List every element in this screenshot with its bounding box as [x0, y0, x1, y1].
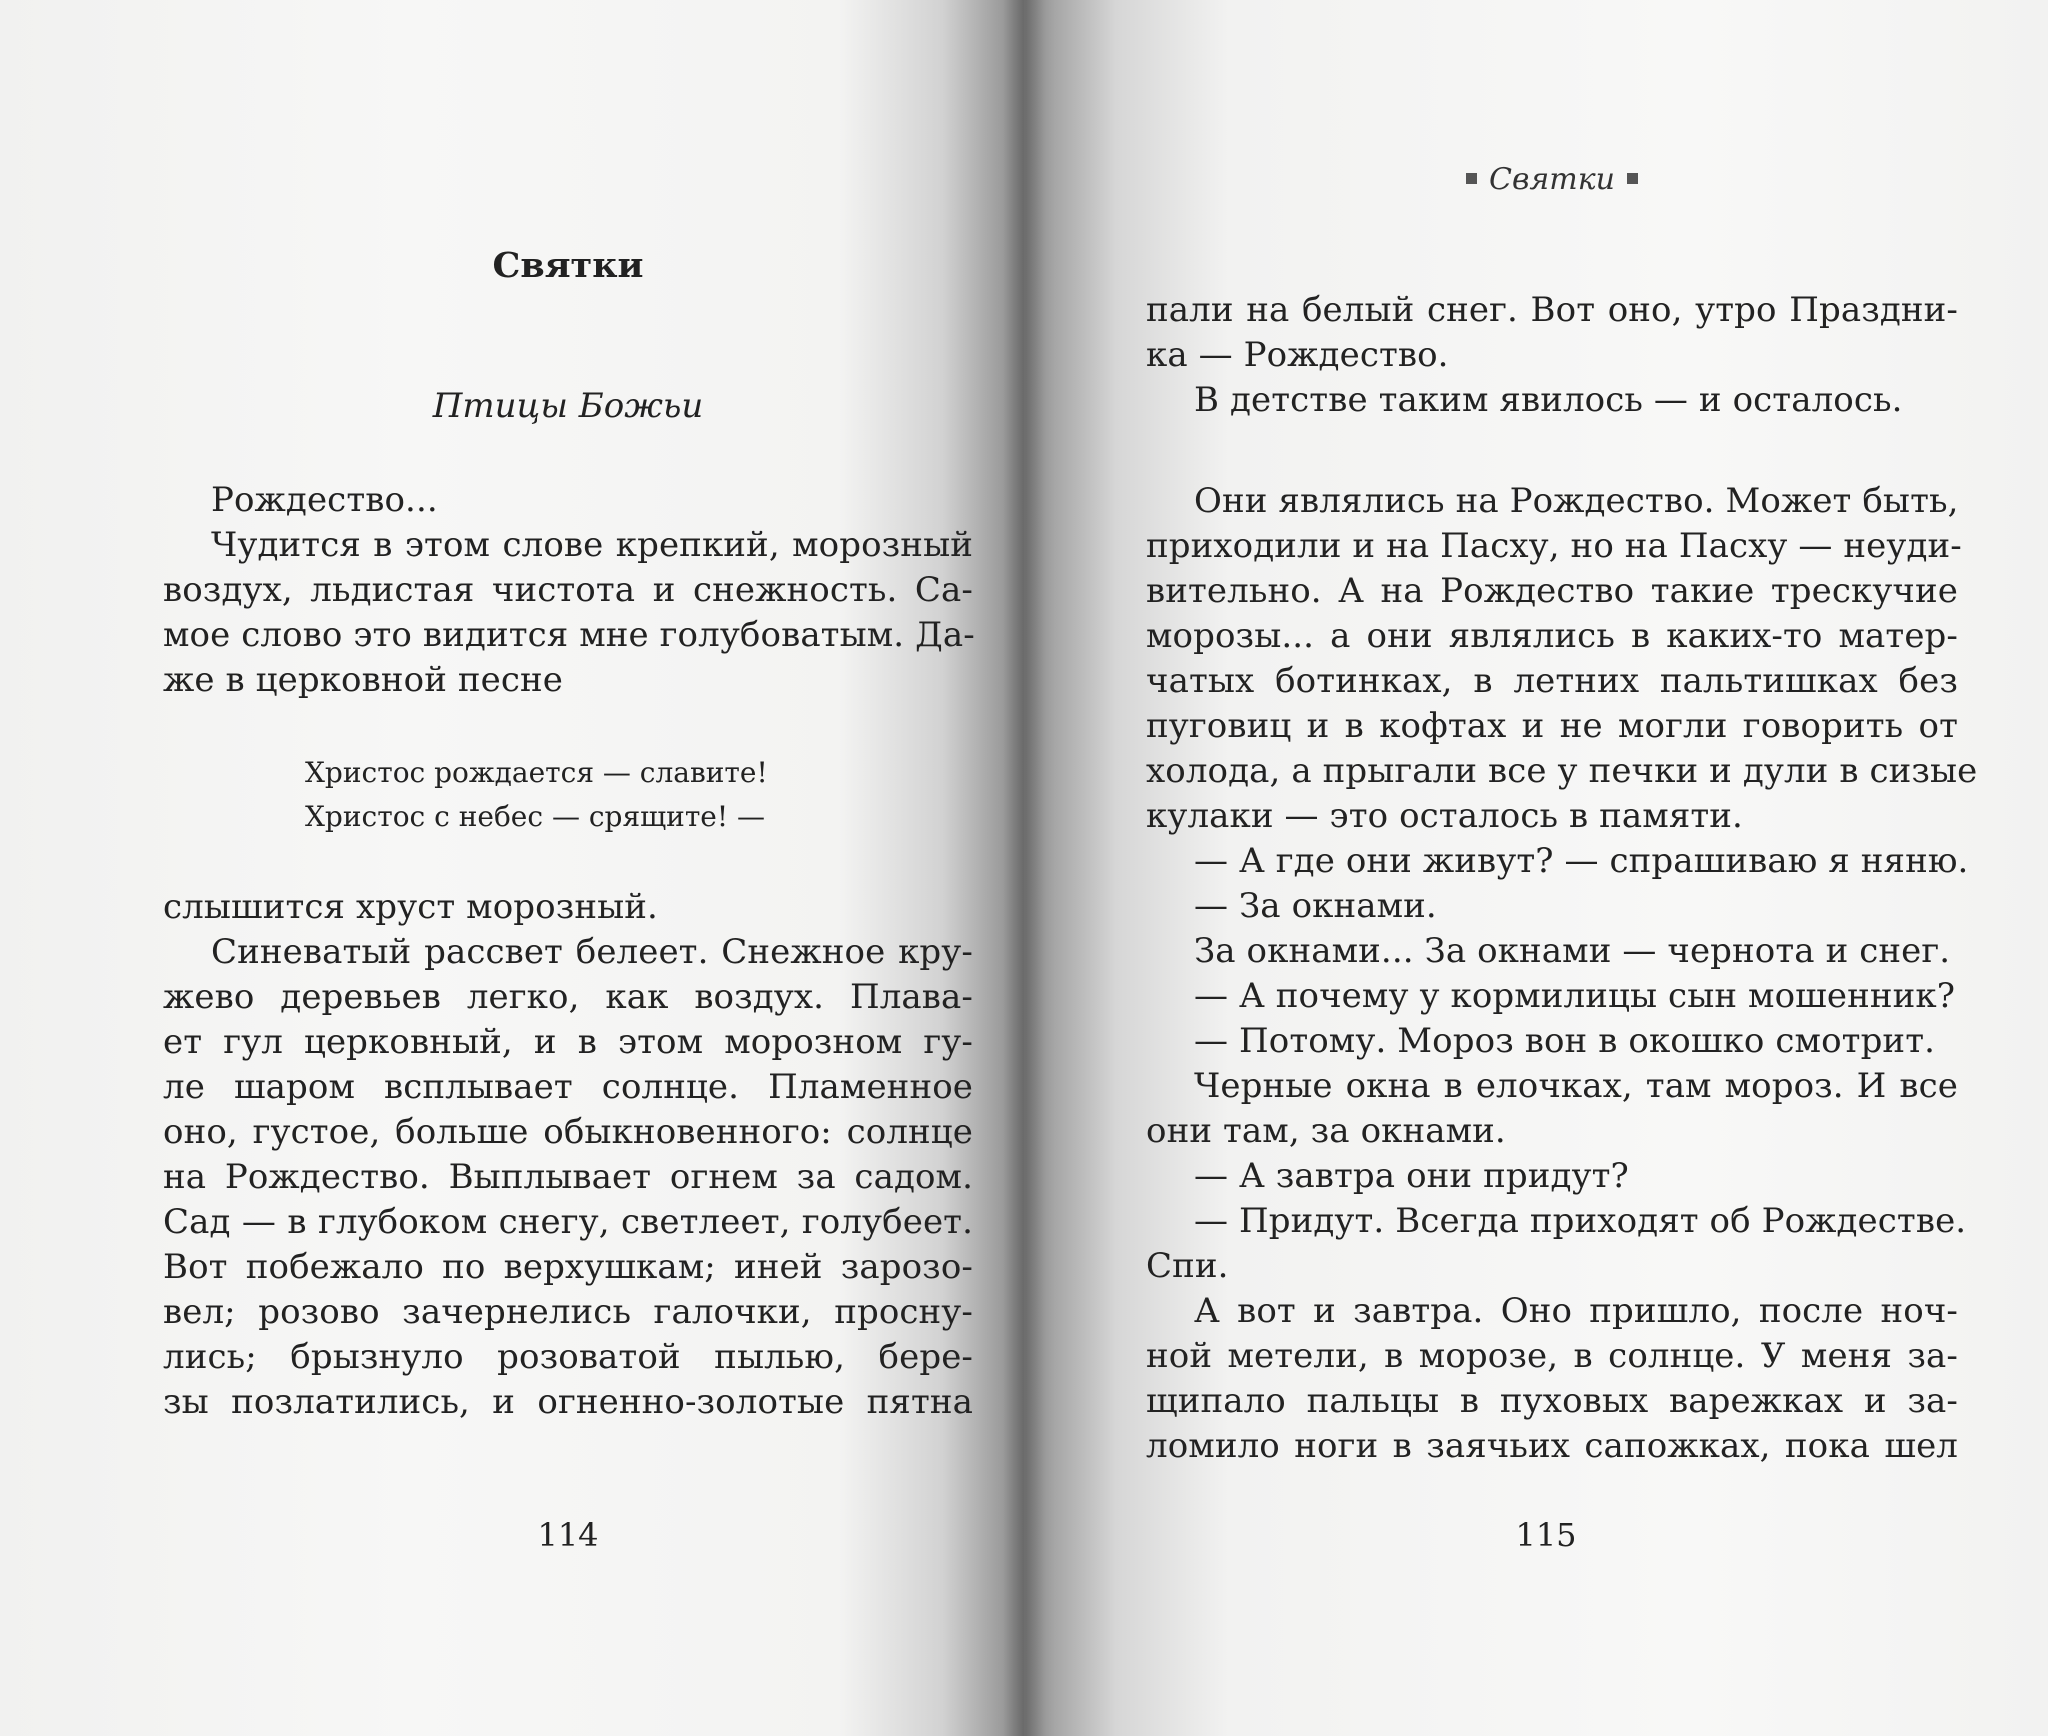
text-line: За окнами... За окнами — чернота и снег. — [1194, 931, 1951, 971]
text-line: же в церковной песне — [163, 660, 563, 700]
text-line: — А почему у кормилицы сын мошенник? — [1194, 976, 1956, 1016]
text-line: чатых ботинках, в летних пальтишках без — [1146, 661, 1958, 701]
text-line: ной метели, в морозе, в солнце. У меня за- — [1146, 1336, 1958, 1376]
text-line: — Придут. Всегда приходят об Рождестве. — [1194, 1201, 1967, 1241]
text-line: — Потому. Мороз вон в окошко смотрит. — [1194, 1021, 1936, 1061]
text-line: Они являлись на Рождество. Может быть, — [1194, 481, 1959, 521]
text-line: В детстве таким явилось — и осталось. — [1194, 380, 1903, 420]
chapter-title: Святки — [492, 245, 644, 286]
text-line: А вот и завтра. Оно пришло, после ноч- — [1194, 1291, 1958, 1331]
verse-line: Христос с небес — срящите! — — [305, 800, 766, 833]
text-line: — А завтра они придут? — [1194, 1156, 1629, 1196]
text-line: слышится хруст морозный. — [163, 887, 658, 927]
text-line: ка — Рождество. — [1146, 335, 1449, 375]
text-line: — За окнами. — [1194, 886, 1437, 926]
text-line: морозы... а они являлись в каких-то матер- — [1146, 616, 1958, 656]
text-line: лись; брызнуло розоватой пылью, бере- — [163, 1337, 973, 1377]
text-line: оно, густое, больше обыкновенного: солнце — [163, 1112, 973, 1152]
verse-line: Христос рождается — славите! — [305, 756, 768, 789]
text-line: холода, а прыгали все у печки и дули в сизые — [1146, 751, 1978, 791]
text-line: ломило ноги в заячьих сапожках, пока шел — [1146, 1426, 1958, 1466]
text-line: вительно. А на Рождество такие трескучие — [1146, 571, 1958, 611]
text-line: Вот побежало по верхушкам; иней зарозо- — [163, 1247, 973, 1287]
text-line: они там, за окнами. — [1146, 1111, 1506, 1151]
text-line: щипало пальцы в пуховых варежках и за- — [1146, 1381, 1958, 1421]
running-head — [1146, 160, 1958, 200]
square-ornament-icon — [1466, 173, 1477, 184]
text-line: Сад — в глубоком снегу, светлеет, голубеет. — [163, 1202, 973, 1242]
square-ornament-icon — [1627, 173, 1638, 184]
page-number: 115 — [1515, 1516, 1577, 1554]
text-line: на Рождество. Выплывает огнем за садом. — [163, 1157, 973, 1197]
text-line: жево деревьев легко, как воздух. Плава- — [163, 977, 973, 1017]
text-line: мое слово это видится мне голубоватым. Да- — [163, 615, 975, 655]
text-line: зы позлатились, и огненно-золотые пятна — [163, 1382, 973, 1422]
text-line: ет гул церковный, и в этом морозном гу- — [163, 1022, 973, 1062]
text-line: Рождество... — [211, 480, 438, 520]
chapter-subtitle: Птицы Божьи — [432, 386, 704, 426]
text-line: вел; розово зачернелись галочки, просну- — [163, 1292, 973, 1332]
right-page — [1024, 0, 2048, 1736]
text-line: Черные окна в елочках, там мороз. И все — [1194, 1066, 1958, 1106]
running-head-text: Святки — [1489, 162, 1615, 197]
text-line: пали на белый снег. Вот оно, утро Праздни- — [1146, 290, 1958, 330]
text-line: воздух, льдистая чистота и снежность. Са- — [163, 570, 973, 610]
text-line: пуговиц и в кофтах и не могли говорить от — [1146, 706, 1958, 746]
text-line: ле шаром всплывает солнце. Пламенное — [163, 1067, 973, 1107]
text-line: кулаки — это осталось в памяти. — [1146, 796, 1743, 836]
page-number: 114 — [537, 1516, 599, 1554]
text-line: Спи. — [1146, 1246, 1229, 1286]
text-line: — А где они живут? — спрашиваю я няню. — [1194, 841, 1969, 881]
text-line: приходили и на Пасху, но на Пасху — неуди- — [1146, 526, 1962, 566]
text-line: Чудится в этом слове крепкий, морозный — [211, 525, 973, 565]
text-line: Синеватый рассвет белеет. Снежное кру- — [211, 932, 973, 972]
